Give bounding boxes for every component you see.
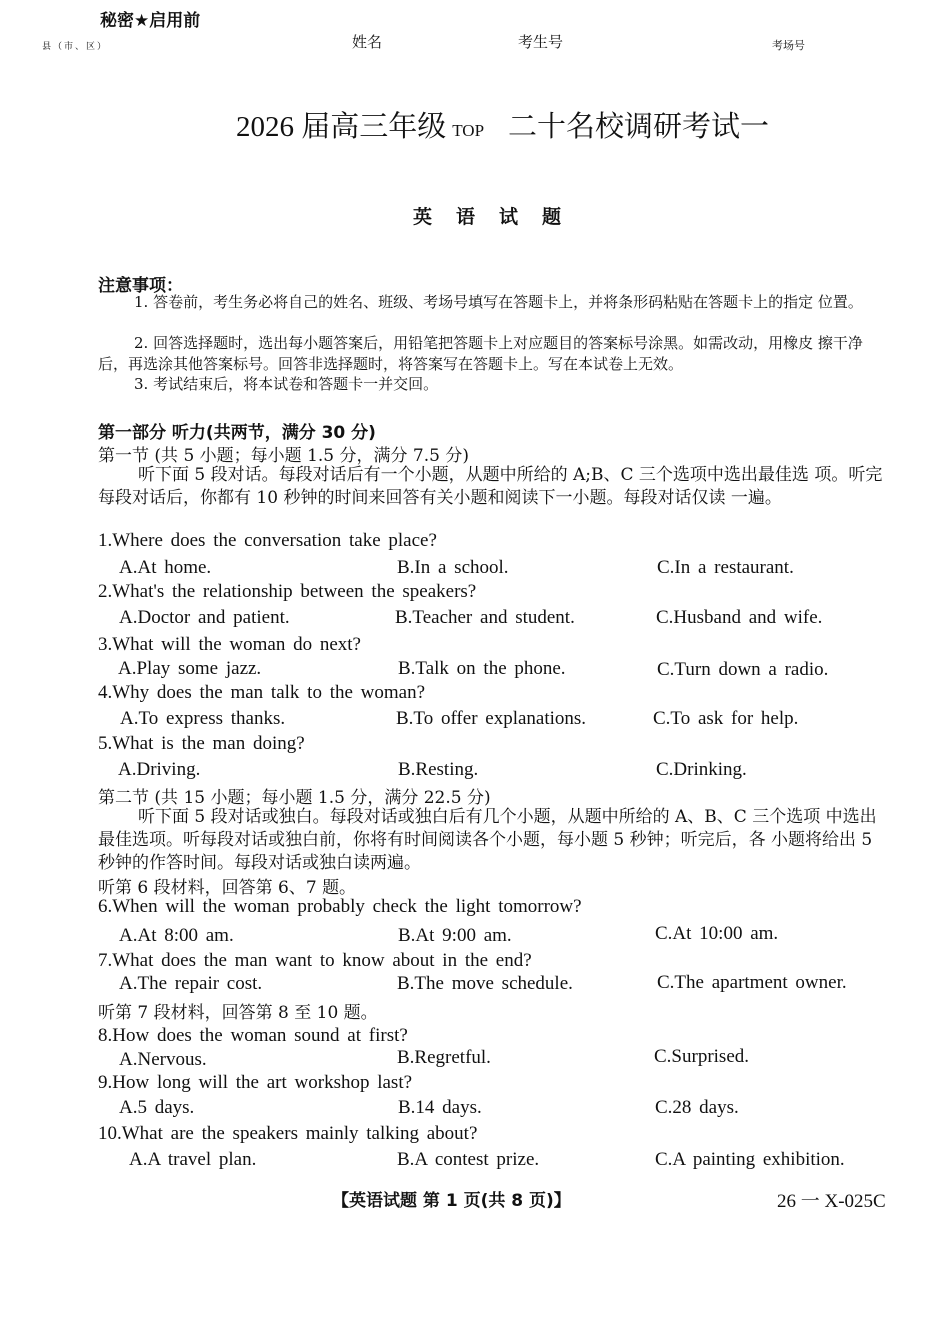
question-10: 10.What are the speakers mainly talking about? [98, 1123, 478, 1144]
question-4: 4.Why does the man talk to the woman? [98, 682, 426, 703]
q1-option-a: A.At home. [119, 557, 212, 578]
q5-option-c: C.Drinking. [656, 759, 747, 780]
notice-item-2: 2. 回答选择题时，选出每小题答案后，用铅笔把答题卡上对应题目的答案标号涂黑。如需改动，用橡皮 擦干净后，再选涂其他答案标号。回答非选择题时，将答案写在答题卡上。写在本试卷上无效。 [98, 334, 863, 373]
q7-option-b: B.The move schedule. [397, 973, 573, 994]
q8-option-b: B.Regretful. [397, 1047, 491, 1068]
subject-title: 英语试题 [412, 206, 585, 228]
name-field-label: 姓名 [352, 33, 383, 51]
question-6: 6.When will the woman probably check the light tomorrow? [98, 896, 582, 917]
question-8: 8.How does the woman sound at first? [98, 1025, 408, 1046]
q4-option-b: B.To offer explanations. [396, 708, 587, 729]
q1-option-c: C.In a restaurant. [657, 557, 794, 578]
title-main-pre: 2026 届高三年级 [235, 111, 447, 143]
q6-option-c: C.At 10:00 am. [655, 923, 779, 944]
q4-option-a: A.To express thanks. [120, 708, 286, 729]
q2-option-b: B.Teacher and student. [395, 607, 575, 628]
question-7: 7.What does the man want to know about in the end? [98, 950, 532, 971]
section1-directions: 听下面 5 段对话。每段对话后有一个小题，从题中所给的 A;B、C 三个选项中选出最佳选 项。听完每段对话后，你都有 10 秒钟的时间来回答有关小题和阅读下一小题。每段对话仅读 一遍。 [98, 465, 883, 508]
material-6-instruction: 听第 6 段材料，回答第 6、7 题。 [98, 878, 357, 898]
title-top-word: TOP [452, 121, 485, 140]
title-main-post: 二十名校调研考试一 [508, 111, 770, 143]
q7-option-a: A.The repair cost. [119, 973, 263, 994]
notice-item-1: 1. 答卷前，考生务必将自己的姓名、班级、考场号填写在答题卡上，并将条形码粘贴在答题卡上的指定 位置。 [134, 293, 863, 311]
q3-option-b: B.Talk on the phone. [398, 658, 566, 679]
q7-option-c: C.The apartment owner. [657, 972, 847, 993]
q1-option-b: B.In a school. [397, 557, 509, 578]
confidential-label: 秘密★启用前 [100, 11, 201, 31]
q9-option-b: B.14 days. [398, 1097, 482, 1118]
q8-option-a: A.Nervous. [119, 1049, 207, 1070]
q4-option-c: C.To ask for help. [653, 708, 799, 729]
notice-heading: 注意事项： [98, 276, 183, 296]
q10-option-c: C.A painting exhibition. [655, 1149, 845, 1170]
section2-directions: 听下面 5 段对话或独白。每段对话或独白后有几个小题，从题中所给的 A、B、C 三个选项 中选出最佳选项。听每段对话或独白前，你将有时间阅读各个小题，每小题 5 秒钟；听完后，各 小题将给出 5 秒钟的作答时间。每段对话或独白读两遍。 [98, 807, 877, 873]
q10-option-a: A.A travel plan. [129, 1149, 257, 1170]
question-3: 3.What will the woman do next? [98, 634, 361, 655]
q8-option-c: C.Surprised. [654, 1046, 749, 1067]
q9-option-a: A.5 days. [119, 1097, 195, 1118]
question-2: 2.What's the relationship between the speakers? [98, 581, 477, 602]
material-7-instruction: 听第 7 段材料，回答第 8 至 10 题。 [98, 1003, 378, 1023]
section2-heading: 第二节 (共 15 小题；每小题 1.5 分，满分 22.5 分) [98, 788, 491, 808]
exam-code: 26 一 X-025C [777, 1191, 886, 1212]
question-5: 5.What is the man doing? [98, 733, 305, 754]
q6-option-a: A.At 8:00 am. [119, 925, 234, 946]
q5-option-b: B.Resting. [398, 759, 479, 780]
part1-heading: 第一部分 听力(共两节，满分 30 分) [98, 423, 376, 443]
page-footer-label: 【英语试题 第 1 页(共 8 页)】 [332, 1191, 571, 1211]
q10-option-b: B.A contest prize. [397, 1149, 540, 1170]
q6-option-b: B.At 9:00 am. [398, 925, 512, 946]
notice-item-3: 3. 考试结束后，将本试卷和答题卡一并交回。 [134, 375, 439, 393]
q5-option-a: A.Driving. [118, 759, 201, 780]
q3-option-c: C.Turn down a radio. [657, 659, 829, 680]
q3-option-a: A.Play some jazz. [118, 658, 262, 679]
q2-option-a: A.Doctor and patient. [119, 607, 290, 628]
county-field-label: 县（市、区） [42, 42, 109, 52]
exam-room-field-label: 考场号 [772, 39, 805, 52]
exam-title [0, 104, 950, 145]
section1-heading: 第一节 (共 5 小题；每小题 1.5 分，满分 7.5 分) [98, 446, 469, 466]
exam-number-field-label: 考生号 [518, 33, 564, 51]
question-1: 1.Where does the conversation take place? [98, 530, 437, 551]
q9-option-c: C.28 days. [655, 1097, 739, 1118]
q2-option-c: C.Husband and wife. [656, 607, 823, 628]
question-9: 9.How long will the art workshop last? [98, 1072, 413, 1093]
